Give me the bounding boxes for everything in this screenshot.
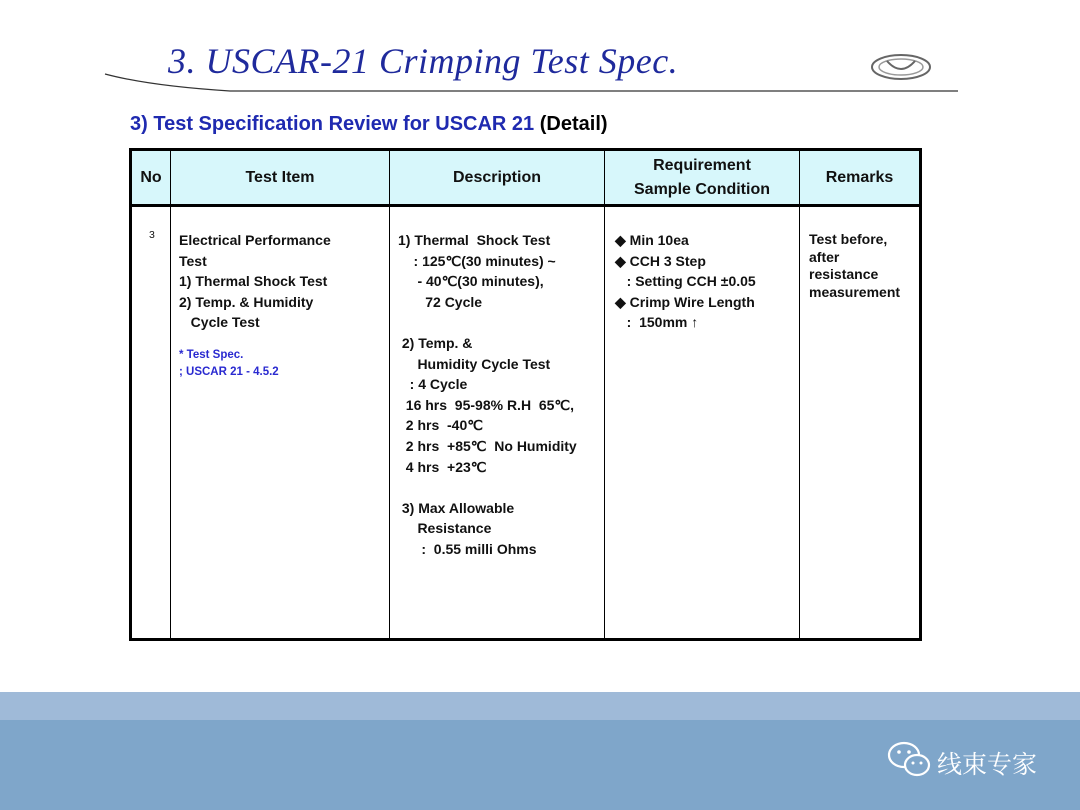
description-line xyxy=(398,312,604,333)
brand-name: 线束专家 xyxy=(937,751,1038,779)
description-line: 1) Thermal Shock Test xyxy=(398,232,551,248)
test-item-line: Test xyxy=(179,252,207,269)
description-line: 2 hrs +85℃ No Humidity xyxy=(398,437,577,454)
test-spec-reference: ; USCAR 21 - 4.5.2 xyxy=(179,366,279,379)
test-item-line: 1) Thermal Shock Test xyxy=(179,273,328,290)
column-header-remarks: Remarks xyxy=(800,150,921,206)
description-line: : 125℃(30 minutes) ~ xyxy=(398,252,556,269)
description-line: 16 hrs 95-98% R.H 65℃, xyxy=(398,396,575,413)
company-logo-icon xyxy=(870,53,932,81)
cell-requirement xyxy=(605,206,800,640)
test-item-line: 2) Temp. & Humidity xyxy=(179,293,314,310)
description-line: Humidity Cycle Test xyxy=(398,355,551,372)
description-line: 3) Max Allowable xyxy=(398,499,515,516)
table-row xyxy=(131,206,921,640)
table-header-row xyxy=(131,150,921,206)
description-line: 2) Temp. & xyxy=(398,334,473,351)
column-header-requirement: Requirement Sample Condition xyxy=(605,150,800,206)
spec-table xyxy=(129,148,922,641)
description-line: 72 Cycle xyxy=(398,293,483,310)
cell-remarks xyxy=(800,206,921,640)
requirement-line: : Setting CCH ±0.05 xyxy=(615,273,756,290)
description-line: - 40℃(30 minutes), xyxy=(398,273,544,290)
section-heading-main: 3) Test Specification Review for USCAR 21 xyxy=(130,113,535,135)
description-line: : 4 Cycle xyxy=(398,376,468,393)
description-line: 2 hrs -40℃ xyxy=(398,417,483,434)
wechat-icon xyxy=(887,740,933,780)
test-item-line: Electrical Performance xyxy=(179,232,331,248)
description-line: 4 hrs +23℃ xyxy=(398,458,487,475)
requirement-line: ◆ Min 10ea xyxy=(615,232,689,248)
description-line: Resistance xyxy=(398,520,492,537)
remarks-line: resistance xyxy=(809,266,879,282)
section-heading-detail: (Detail) xyxy=(539,113,608,135)
test-spec-note: * Test Spec. xyxy=(179,348,244,361)
remarks-line: Test before, xyxy=(809,231,888,247)
page-title: 3. USCAR-21 Crimping Test Spec. xyxy=(168,41,679,81)
cell-no xyxy=(131,206,171,640)
column-header-description: Description xyxy=(390,150,605,206)
remarks-line: after xyxy=(809,248,840,265)
column-header-no: No xyxy=(131,150,171,206)
description-line xyxy=(398,477,604,498)
row-number: 3 xyxy=(149,229,155,241)
description-line: : 0.55 milli Ohms xyxy=(398,540,537,557)
section-heading xyxy=(130,113,608,136)
remarks-line: measurement xyxy=(809,283,901,300)
column-header-test-item: Test Item xyxy=(171,150,390,206)
requirement-line: ◆ CCH 3 Step xyxy=(615,252,706,269)
requirement-line: ◆ Crimp Wire Length xyxy=(615,293,755,310)
requirement-line: : 150mm ↑ xyxy=(615,314,699,331)
test-item-line: Cycle Test xyxy=(179,314,260,331)
cell-test-item xyxy=(171,206,390,640)
cell-description xyxy=(390,206,605,640)
footer-band-light xyxy=(0,692,1080,720)
